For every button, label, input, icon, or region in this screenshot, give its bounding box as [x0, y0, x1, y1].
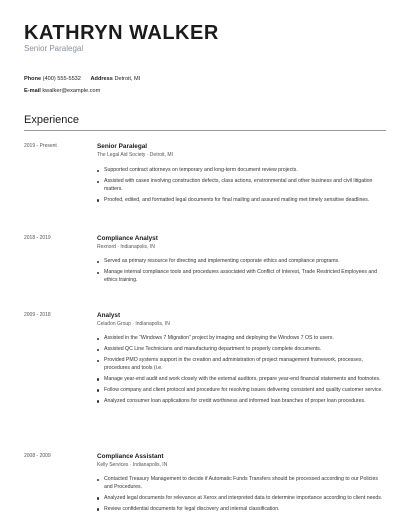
job-bullet: Supported contract attorneys on temporary and long-term document review projects. — [97, 167, 386, 175]
job-bullet: Manage year-end audit and work closely with the external auditors, prepare year-end financial statements and footnotes. — [97, 376, 386, 384]
bullet-dot-icon — [97, 508, 99, 510]
phone-value: (400) 555-5532 — [42, 76, 81, 82]
job-title: Compliance Analyst — [97, 235, 158, 242]
email-value: kwalker@example.com — [42, 88, 101, 94]
job-bullet: Analyzed legal documents for relevance at Xerox and interpreted data to determine importance according to client needs. — [97, 495, 386, 503]
job-bullet: Contacted Treasury Management to decide if Automatic Funds Transfers should be processed according to our Policies and Procedures. — [97, 476, 386, 491]
job-dates: 2009 - 2018 — [24, 312, 51, 318]
phone-label: Phone — [24, 76, 42, 82]
bullet-dot-icon — [97, 272, 99, 274]
contact-line-phone-address — [24, 75, 140, 83]
job-bullet: Manage internal compliance tools and procedures associated with Conflict of Interest, Trade Restricted Employees and ethics training. — [97, 269, 386, 284]
section-divider — [24, 130, 386, 131]
job-company: Kelly Services · Indianapolis, IN — [97, 462, 168, 468]
job-company: The Legal Aid Society · Detroit, MI — [97, 152, 173, 158]
bullet-dot-icon — [97, 497, 99, 499]
bullet-dot-icon — [97, 360, 99, 362]
job-bullet: Assisted QC Line Technicians and manufacturing department to properly complete documents. — [97, 346, 386, 354]
bullet-dot-icon — [97, 170, 99, 172]
bullet-dot-icon — [97, 479, 99, 481]
bullet-dot-icon — [97, 338, 99, 340]
job-company: Celadon Group · Indianapolis, IN — [97, 321, 170, 327]
job-bullets — [97, 167, 386, 208]
bullet-dot-icon — [97, 261, 99, 263]
job-dates: 2019 - Present — [24, 143, 57, 149]
bullet-dot-icon — [97, 378, 99, 380]
bullet-dot-icon — [97, 199, 99, 201]
email-label: E-mail — [24, 88, 41, 94]
address-label: Address — [90, 76, 113, 82]
contact-line-email — [24, 87, 100, 95]
job-bullet: Provided PMO systems support in the creation and administration of project management framework, processes, procedures and tools (i.e. — [97, 357, 386, 372]
job-dates: 2008 - 2009 — [24, 453, 51, 459]
job-bullets — [97, 476, 386, 517]
job-bullet: Follow company and client protocol and procedure for resolving issues delivering consistent and quality customer service. — [97, 387, 386, 395]
bullet-dot-icon — [97, 349, 99, 351]
job-bullet: Served as primary resource for directing and implementing corporate ethics and compliance programs. — [97, 258, 386, 266]
candidate-title: Senior Paralegal — [24, 44, 84, 53]
job-bullets — [97, 335, 386, 409]
job-bullet: Assisted in the “Windows 7 Migration” project by imaging and deploying the Windows 7 OS to users. — [97, 335, 386, 343]
address-value: Detroit, MI — [114, 76, 141, 82]
job-bullet: Analyzed consumer loan applications for credit worthiness and informed loan branches of proper loan procedures. — [97, 398, 386, 406]
job-title: Analyst — [97, 312, 121, 319]
job-dates: 2018 - 2019 — [24, 235, 51, 241]
job-bullet: Proofed, edited, and formatted legal documents for final mailing and assured mailing met timely sensitive deadlines. — [97, 197, 386, 205]
job-bullet: Assisted with cases involving construction defects, class actions, environmental and other business and civil litigation matters. — [97, 178, 386, 193]
bullet-dot-icon — [97, 400, 99, 402]
candidate-name: KATHRYN WALKER — [24, 22, 219, 44]
experience-heading: Experience — [24, 114, 80, 126]
job-company: Rexnord · Indianapolis, IN — [97, 244, 155, 250]
job-title: Compliance Assistant — [97, 453, 164, 460]
job-title: Senior Paralegal — [97, 143, 148, 150]
bullet-dot-icon — [97, 181, 99, 183]
job-bullets — [97, 258, 386, 288]
job-bullet: Review confidential documents for legal discovery and internal classification. — [97, 506, 386, 514]
bullet-dot-icon — [97, 389, 99, 391]
